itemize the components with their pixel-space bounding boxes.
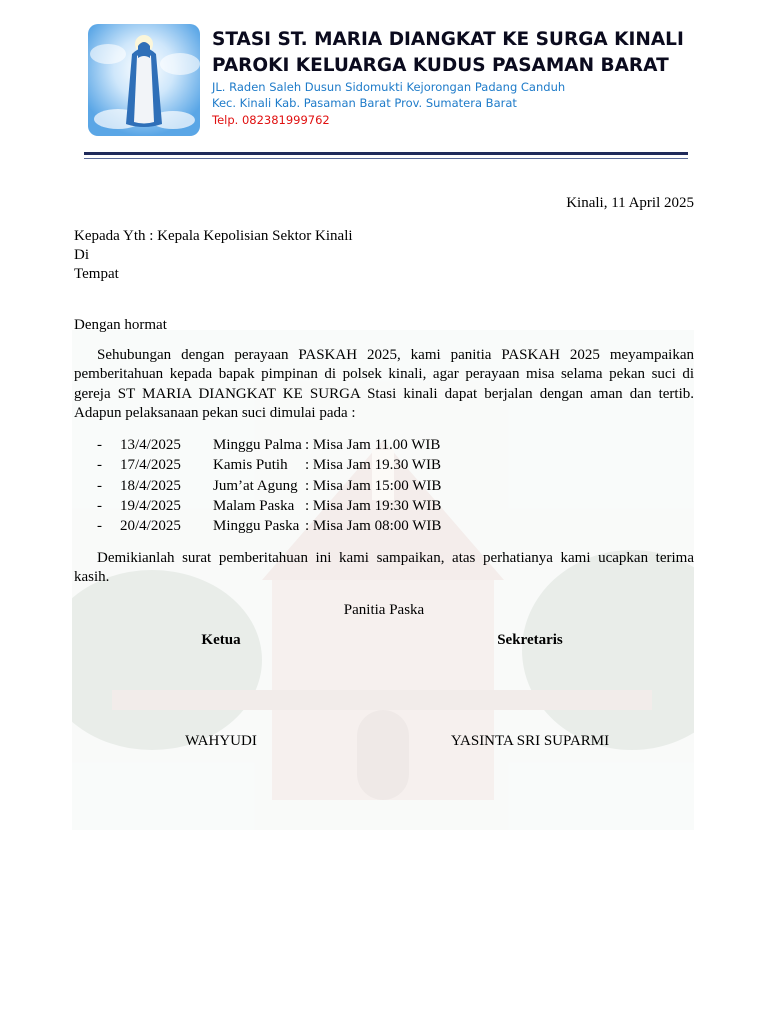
schedule-time: : Misa Jam 19.30 WIB — [305, 457, 441, 473]
schedule-event: Minggu Paska — [213, 518, 300, 534]
schedule-item — [74, 476, 494, 496]
letterhead-divider — [84, 152, 688, 155]
schedule-event: Minggu Palma — [213, 437, 302, 453]
letterhead-title-line1: STASI ST. MARIA DIANGKAT KE SURGA KINALI — [212, 29, 684, 50]
signature-name-secretary: YASINTA SRI SUPARMI — [450, 733, 610, 749]
recipient-tempat: Tempat — [74, 266, 119, 282]
schedule-item — [74, 496, 494, 516]
parish-logo — [88, 24, 200, 136]
greeting: Dengan hormat — [74, 317, 167, 333]
schedule-event: Kamis Putih — [213, 457, 288, 473]
schedule-date: 13/4/2025 — [120, 437, 181, 453]
schedule-bullet: - — [97, 437, 102, 453]
schedule-bullet: - — [97, 478, 102, 494]
letterhead-title — [212, 27, 684, 79]
signature-role-chair: Ketua — [201, 632, 241, 648]
schedule-bullet: - — [97, 498, 102, 514]
schedule-event: Malam Paska — [213, 498, 295, 514]
schedule-bullet: - — [97, 518, 102, 534]
opening-paragraph-text: Sehubungan dengan perayaan PASKAH 2025, kami panitia PASKAH 2025 meyampaikan pemberitahuan kepada bapak pimpinan di polsek kinali, agar perayaan misa selama pekan suci di gereja ST MARIA DIANGKAT KE SURGA Stasi kinali dapat berjalan dengan aman dan tertib. Adapun pelaksanaan pekan suci dimulai pada : — [74, 347, 694, 421]
letterhead-title-line2: PAROKI KELUARGA KUDUS PASAMAN BARAT — [212, 55, 669, 76]
closing-paragraph — [74, 549, 694, 588]
letterhead-address-line1: JL. Raden Saleh Dusun Sidomukti Kejorongan Padang Canduh — [212, 80, 566, 94]
schedule-item — [74, 455, 494, 475]
opening-paragraph — [74, 346, 694, 423]
letterhead-phone: Telp. 082381999762 — [212, 113, 330, 127]
schedule-date: 18/4/2025 — [120, 478, 181, 494]
schedule-time: : Misa Jam 19:30 WIB — [305, 498, 442, 514]
letterhead-divider-thin — [84, 158, 688, 159]
schedule-time: : Misa Jam 15:00 WIB — [305, 478, 442, 494]
schedule-date: 19/4/2025 — [120, 498, 181, 514]
letterhead-address-line2: Kec. Kinali Kab. Pasaman Barat Prov. Sumatera Barat — [212, 96, 517, 110]
schedule-date: 17/4/2025 — [120, 457, 181, 473]
schedule-time: : Misa Jam 11.00 WIB — [305, 437, 441, 453]
schedule-bullet: - — [97, 457, 102, 473]
schedule-event: Jum’at Agung — [213, 478, 298, 494]
schedule-date: 20/4/2025 — [120, 518, 181, 534]
schedule-item — [74, 516, 494, 536]
committee-label: Panitia Paska — [343, 602, 425, 618]
schedule-time: : Misa Jam 08:00 WIB — [305, 518, 442, 534]
signature-name-chair: WAHYUDI — [185, 733, 257, 749]
schedule-item — [74, 435, 494, 455]
closing-paragraph-text: Demikianlah surat pemberitahuan ini kami sampaikan, atas perhatianya kami ucapkan terima kasih. — [74, 550, 694, 586]
signature-role-secretary: Sekretaris — [497, 632, 563, 648]
recipient-line: Kepada Yth : Kepala Kepolisian Sektor Kinali — [74, 228, 353, 244]
letter-date: Kinali, 11 April 2025 — [566, 195, 694, 211]
recipient-di: Di — [74, 247, 89, 263]
